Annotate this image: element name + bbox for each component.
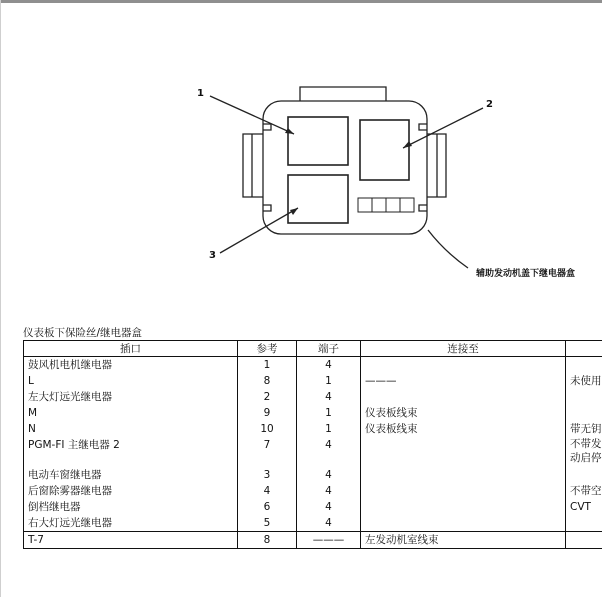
header-ref: 参考 xyxy=(238,341,297,357)
cell-slot: N xyxy=(24,421,238,437)
cell-note: CVT xyxy=(566,499,602,515)
table-row xyxy=(24,421,602,437)
cell-terminal: 4 xyxy=(297,357,361,374)
cell-note: 带无钥 xyxy=(566,421,602,437)
cell-note xyxy=(566,532,602,549)
cell-ref: 8 xyxy=(238,373,297,389)
callout-2: 2 xyxy=(486,99,493,110)
cell-slot: 电动车窗继电器 xyxy=(24,467,238,483)
cell-ref: 4 xyxy=(238,483,297,499)
top-tab-outline xyxy=(300,87,386,101)
cell-ref: 8 xyxy=(238,532,297,549)
table-title: 仪表板下保险丝/继电器盒 xyxy=(23,327,143,339)
cell-terminal: 4 xyxy=(297,499,361,515)
cell-connect: ——— xyxy=(361,373,566,389)
callout-1: 1 xyxy=(197,88,204,99)
header-slot: 插口 xyxy=(24,341,238,357)
cell-slot: 左大灯远光继电器 xyxy=(24,389,238,405)
cell-terminal: ——— xyxy=(297,532,361,549)
cell-note xyxy=(566,405,602,421)
cell-slot: M xyxy=(24,405,238,421)
cell-ref: 9 xyxy=(238,405,297,421)
cell-terminal: 4 xyxy=(297,483,361,499)
relay-slot-2 xyxy=(360,120,409,180)
cell-note xyxy=(566,389,602,405)
cell-terminal: 4 xyxy=(297,437,361,467)
table-row xyxy=(24,483,602,499)
table-row xyxy=(24,515,602,532)
cell-ref: 1 xyxy=(238,357,297,374)
cell-note xyxy=(566,437,602,467)
cell-connect xyxy=(361,499,566,515)
cell-terminal: 1 xyxy=(297,421,361,437)
cell-note-line2: 动启停 xyxy=(570,452,602,464)
cell-connect xyxy=(361,437,566,467)
cell-ref: 2 xyxy=(238,389,297,405)
cell-ref: 6 xyxy=(238,499,297,515)
cell-ref: 10 xyxy=(238,421,297,437)
cell-ref: 7 xyxy=(238,437,297,467)
cell-slot: 倒档继电器 xyxy=(24,499,238,515)
cell-connect xyxy=(361,483,566,499)
cell-connect xyxy=(361,357,566,374)
cell-terminal: 1 xyxy=(297,405,361,421)
header-terminal: 端子 xyxy=(297,341,361,357)
table-row xyxy=(24,437,602,467)
table-row xyxy=(24,499,602,515)
cell-note: 未使用 xyxy=(566,373,602,389)
diagram-caption: 辅助发动机盖下继电器盒 xyxy=(476,269,576,279)
cell-note-line1: 不带发 xyxy=(570,438,602,450)
cell-slot: 右大灯远光继电器 xyxy=(24,515,238,532)
cell-terminal: 1 xyxy=(297,373,361,389)
cell-connect xyxy=(361,389,566,405)
cell-connect: 仪表板线束 xyxy=(361,405,566,421)
cell-note: 不带空 xyxy=(566,483,602,499)
cell-note xyxy=(566,515,602,532)
cell-connect xyxy=(361,467,566,483)
cell-slot: 鼓风机电机继电器 xyxy=(24,357,238,374)
callout-3: 3 xyxy=(209,250,216,261)
table-row xyxy=(24,405,602,421)
cell-slot: T-7 xyxy=(24,532,238,549)
cell-note xyxy=(566,357,602,374)
table-row xyxy=(24,373,602,389)
leader-line-2 xyxy=(403,108,483,148)
cell-connect xyxy=(361,515,566,532)
leader-line-3 xyxy=(220,208,298,253)
cell-slot: PGM-FI 主继电器 2 xyxy=(24,437,238,467)
cell-connect: 左发动机室线束 xyxy=(361,532,566,549)
relay-slot-3 xyxy=(288,175,348,223)
cell-slot: L xyxy=(24,373,238,389)
cell-note xyxy=(566,467,602,483)
left-latch-outline xyxy=(243,134,263,197)
table-header-row xyxy=(24,341,602,357)
cell-ref: 3 xyxy=(238,467,297,483)
leader-line-caption xyxy=(428,230,468,268)
relay-table xyxy=(23,340,602,549)
cell-connect: 仪表板线束 xyxy=(361,421,566,437)
leader-line-1 xyxy=(210,96,294,134)
table-row xyxy=(24,389,602,405)
table-row xyxy=(24,532,602,549)
table-row xyxy=(24,357,602,374)
relay-slot-1 xyxy=(288,117,348,165)
header-note xyxy=(566,341,602,357)
table-row xyxy=(24,467,602,483)
cell-ref: 5 xyxy=(238,515,297,532)
cell-slot: 后窗除雾器继电器 xyxy=(24,483,238,499)
header-connect: 连接至 xyxy=(361,341,566,357)
cell-terminal: 4 xyxy=(297,389,361,405)
cell-terminal: 4 xyxy=(297,515,361,532)
cell-terminal: 4 xyxy=(297,467,361,483)
